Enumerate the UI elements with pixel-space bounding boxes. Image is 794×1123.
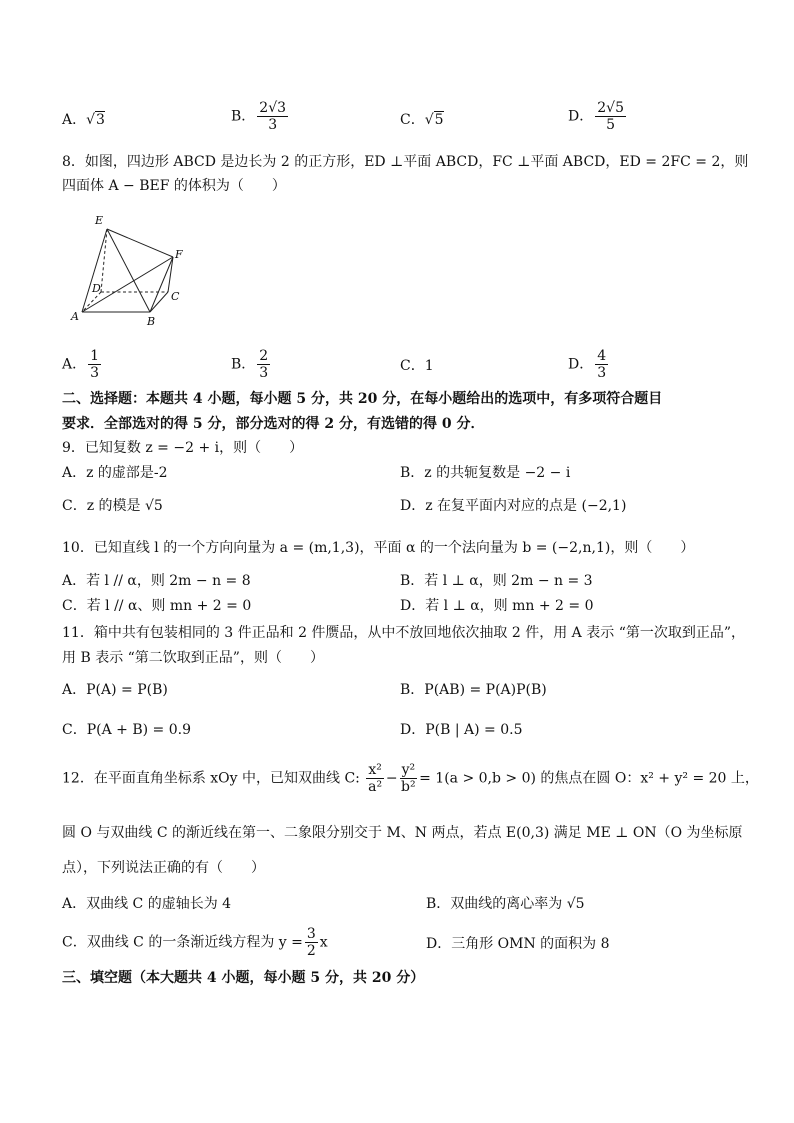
section2-heading-line2: 要求．全部选对的得 5 分，部分选对的得 2 分，有选错的得 0 分． [62,416,485,432]
label-b: B [147,315,156,328]
q11-option-b: B．P(AB) = P(A)P(B) [400,682,547,698]
q9-option-d: D．z 在复平面内对应的点是 (−2,1) [400,498,627,514]
q12-stem-line3: 点），下列说法正确的有（ ） [62,860,265,876]
q9-option-b: B．z 的共轭复数是 −2 − i [400,465,571,481]
q9-option-a: A．z 的虚部是-2 [62,465,168,481]
section3-heading: 三、填空题（本大题共 4 小题，每小题 5 分，共 20 分） [62,970,425,986]
edge-eb [107,229,150,312]
q12-option-c: C．双曲线 C 的一条渐近线方程为 y = $\frac{3}{2}$ x [62,926,328,959]
q7-option-c: C．√5 [400,112,444,128]
label-d: D [92,282,101,295]
q11-option-c: C．P(A + B) = 0.9 [62,722,191,738]
q10-option-a: A．若 l // α，则 2m − n = 8 [62,573,251,589]
edge-ef [107,229,173,257]
q11-option-a: A．P(A) = P(B) [62,682,168,698]
tetrahedron-figure [65,212,190,332]
q12-stem-line1: 12．在平面直角坐标系 xOy 中，已知双曲线 C: $\frac{\text{x²}}{\text{a²}}$ − $\frac{\text{y²}}{\text{b²}}$ = 1(a > 0,b > 0) 的焦点在圆 O：x² + y² = 20 上， [62,762,759,795]
section2-heading-line1: 二、选择题：本题共 4 小题，每小题 5 分，共 20 分，在每小题给出的选项中，有多项符合题目 [62,391,663,407]
q11-stem-line2: 用 B 表示 “第二饮取到正品”，则（ ） [62,650,324,666]
q8-option-d: D． $\frac{4}{3}$ [568,348,607,381]
q10-option-c: C．若 l // α、则 mn + 2 = 0 [62,598,252,614]
q8-stem-line1: 8．如图，四边形 ABCD 是边长为 2 的正方形，ED ⊥平面 ABCD，FC ⊥平面 ABCD，ED = 2FC = 2，则 [62,154,749,170]
q12-option-d: D．三角形 OMN 的面积为 8 [426,936,610,952]
q8-option-a: A． $\frac{1}{3}$ [62,348,100,381]
q10-option-d: D．若 l ⊥ α，则 mn + 2 = 0 [400,598,594,614]
q8-option-c: C．1 [400,358,434,374]
q11-stem-line1: 11．箱中共有包装相同的 3 件正品和 2 件赝品，从中不放回地依次抽取 2 件，用 A 表示 “第一次取到正品”， [62,625,746,641]
q9-option-c: C．z 的模是 √5 [62,498,163,514]
q10-stem: 10．已知直线 l 的一个方向向量为 a = (m,1,3)，平面 α 的一个法向量为 b = (−2,n,1)，则（ ） [62,540,695,556]
label-e: E [95,214,104,227]
q7-option-d: D． $\frac{2√5}{5}$ [568,100,624,133]
q8-stem-line2: 四面体 A − BEF 的体积为（ ） [62,178,286,194]
edge-bc [150,292,168,312]
q12-option-a: A．双曲线 C 的虚轴长为 4 [62,896,232,912]
q7-option-b: B． $\frac{2√3}{3}$ [231,100,287,133]
q12-stem-line2: 圆 O 与双曲线 C 的渐近线在第一、二象限分别交于 M、N 两点，若点 E(0,3) 满足 ME ⊥ ON（O 为坐标原 [62,825,743,841]
q7-option-a: A．√3 [62,112,105,128]
q10-option-b: B．若 l ⊥ α，则 2m − n = 3 [400,573,593,589]
q11-option-d: D．P(B | A) = 0.5 [400,722,523,738]
q8-option-b: B． $\frac{2}{3}$ [231,348,269,381]
label-f: F [175,248,183,261]
q12-option-b: B．双曲线的离心率为 √5 [426,896,585,912]
q9-stem: 9．已知复数 z = −2 + i，则（ ） [62,440,304,456]
label-a: A [71,310,79,323]
label-c: C [171,290,180,303]
